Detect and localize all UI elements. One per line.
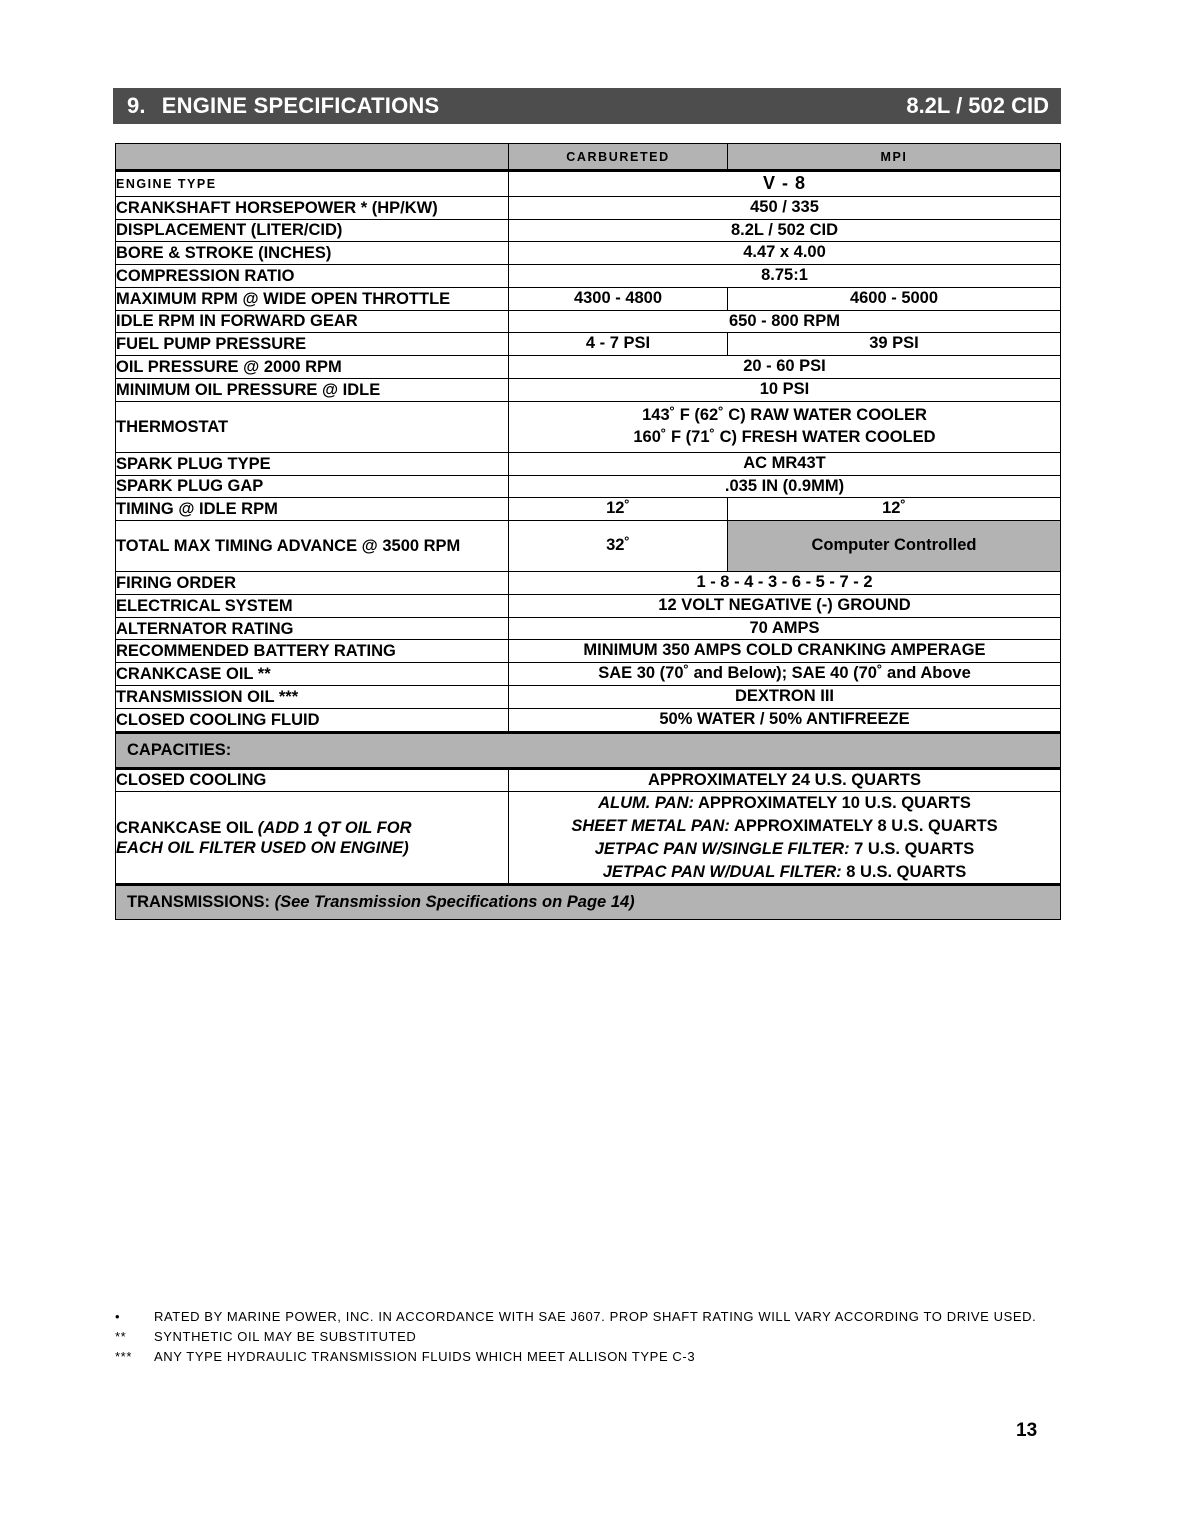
capacity-line-value: 8 U.S. QUARTS [841, 862, 967, 881]
spec-value: 1 - 8 - 4 - 3 - 6 - 5 - 7 - 2 [509, 572, 1061, 595]
capacity-line-label: SHEET METAL PAN: [571, 817, 730, 836]
spec-label: RECOMMENDED BATTERY RATING [116, 640, 509, 663]
footnote-text: SYNTHETIC OIL MAY BE SUBSTITUTED [154, 1328, 417, 1344]
spec-label: TOTAL MAX TIMING ADVANCE @ 3500 RPM [116, 521, 509, 572]
spec-label: TRANSMISSION OIL *** [116, 686, 509, 709]
spec-label: ENGINE TYPE [116, 171, 509, 197]
footnote-marker: • [115, 1309, 121, 1324]
footnote-item [112, 1307, 1072, 1327]
spec-label: MINIMUM OIL PRESSURE @ IDLE [116, 378, 509, 401]
column-header-carbureted: CARBURETED [509, 144, 728, 171]
spec-value-carbureted: 4 - 7 PSI [509, 333, 728, 356]
spec-value: 4.47 x 4.00 [509, 242, 1061, 265]
capacity-line [509, 815, 1060, 838]
spec-label: SPARK PLUG GAP [116, 475, 509, 498]
footnote-marker: *** [115, 1348, 132, 1364]
spec-label: TIMING @ IDLE RPM [116, 498, 509, 521]
spec-value-carbureted: 12˚ [509, 498, 728, 521]
footnote-item [112, 1347, 1072, 1367]
capacity-line-label: ALUM. PAN: [598, 794, 695, 813]
footnote-marker: ** [115, 1328, 127, 1344]
spec-label: OIL PRESSURE @ 2000 RPM [116, 356, 509, 379]
capacity-line-value: 7 U.S. QUARTS [849, 839, 975, 858]
table-row [116, 171, 1061, 197]
table-row-crankcase-capacity [116, 792, 1061, 885]
capacity-line-value: APPROXIMATELY 10 U.S. QUARTS [694, 794, 971, 813]
table-row [116, 401, 1061, 452]
table-row [116, 708, 1061, 732]
spec-value: MINIMUM 350 AMPS COLD CRANKING AMPERAGE [509, 640, 1061, 663]
spec-value [509, 792, 1061, 885]
capacity-line [509, 861, 1060, 884]
engine-specifications-table [115, 143, 1061, 920]
spec-value: SAE 30 (70˚ and Below); SAE 40 (70˚ and Above [509, 663, 1061, 686]
crankcase-label-italic-2: EACH OIL FILTER USED ON ENGINE) [116, 838, 409, 857]
table-row [116, 475, 1061, 498]
footnotes [112, 1307, 1072, 1366]
table-row [116, 640, 1061, 663]
thermostat-line-2: 160˚ F (71˚ C) FRESH WATER COOLED [633, 427, 936, 446]
capacity-line-value: APPROXIMATELY 8 U.S. QUARTS [729, 817, 998, 836]
spec-label: FUEL PUMP PRESSURE [116, 333, 509, 356]
spec-label: SPARK PLUG TYPE [116, 452, 509, 475]
spec-value-mpi: 4600 - 5000 [728, 287, 1061, 310]
section-number: 9. [127, 93, 146, 118]
table-row [116, 452, 1061, 475]
section-header-bar [113, 88, 1061, 124]
spec-label: IDLE RPM IN FORWARD GEAR [116, 310, 509, 333]
spec-label: CLOSED COOLING FLUID [116, 708, 509, 732]
spec-value: 650 - 800 RPM [509, 310, 1061, 333]
table-row [116, 356, 1061, 379]
spec-value: 450 / 335 [509, 196, 1061, 219]
section-header-left [127, 93, 439, 119]
spec-label: THERMOSTAT [116, 401, 509, 452]
spec-label: CRANKCASE OIL ** [116, 663, 509, 686]
spec-value: 50% WATER / 50% ANTIFREEZE [509, 708, 1061, 732]
table-row [116, 617, 1061, 640]
spec-value-carbureted: 4300 - 4800 [509, 287, 728, 310]
spec-label: CRANKSHAFT HORSEPOWER * (HP/KW) [116, 196, 509, 219]
spec-label: CLOSED COOLING [116, 768, 509, 792]
transmissions-banner-row [116, 885, 1061, 920]
column-header-mpi: MPI [728, 144, 1061, 171]
spec-value: 8.75:1 [509, 265, 1061, 288]
spec-value [509, 401, 1061, 452]
spec-label: FIRING ORDER [116, 572, 509, 595]
spec-value: 20 - 60 PSI [509, 356, 1061, 379]
spec-label [116, 792, 509, 885]
spec-value-mpi: 12˚ [728, 498, 1061, 521]
spec-label: ELECTRICAL SYSTEM [116, 594, 509, 617]
table-row [116, 196, 1061, 219]
spec-value: 70 AMPS [509, 617, 1061, 640]
spec-value-carbureted: 32˚ [509, 521, 728, 572]
spec-value: 10 PSI [509, 378, 1061, 401]
column-header-blank [116, 144, 509, 171]
table-row [116, 663, 1061, 686]
capacity-line [509, 792, 1060, 815]
table-row [116, 521, 1061, 572]
page-number: 13 [1016, 1420, 1038, 1441]
spec-label: ALTERNATOR RATING [116, 617, 509, 640]
capacity-line-label: JETPAC PAN W/SINGLE FILTER: [594, 839, 850, 858]
crankcase-label-italic-1: (ADD 1 QT OIL FOR [257, 818, 412, 837]
capacity-line-label: JETPAC PAN W/DUAL FILTER: [602, 862, 842, 881]
table-row [116, 265, 1061, 288]
spec-value: 12 VOLT NEGATIVE (-) GROUND [509, 594, 1061, 617]
capacities-banner-label: CAPACITIES: [116, 732, 1061, 768]
spec-label: BORE & STROKE (INCHES) [116, 242, 509, 265]
spec-label: COMPRESSION RATIO [116, 265, 509, 288]
spec-value: V - 8 [509, 171, 1061, 197]
table-row [116, 572, 1061, 595]
spec-value: 8.2L / 502 CID [509, 219, 1061, 242]
transmissions-banner [116, 885, 1061, 920]
spec-value: AC MR43T [509, 452, 1061, 475]
section-title: ENGINE SPECIFICATIONS [161, 93, 440, 118]
transmissions-label: TRANSMISSIONS: [127, 893, 275, 912]
footnote-text: ANY TYPE HYDRAULIC TRANSMISSION FLUIDS WHICH MEET ALLISON TYPE C-3 [154, 1348, 696, 1364]
spec-value-mpi: Computer Controlled [728, 521, 1061, 572]
table-row [116, 594, 1061, 617]
spec-value: .035 IN (0.9MM) [509, 475, 1061, 498]
spec-value: APPROXIMATELY 24 U.S. QUARTS [509, 768, 1061, 792]
table-row [116, 287, 1061, 310]
engine-designation: 8.2L / 502 CID [906, 93, 1049, 118]
table-row [116, 768, 1061, 792]
table-row [116, 310, 1061, 333]
footnote-item [112, 1327, 1072, 1347]
table-row [116, 378, 1061, 401]
spec-label: DISPLACEMENT (LITER/CID) [116, 219, 509, 242]
table-row [116, 686, 1061, 709]
footnote-text: RATED BY MARINE POWER, INC. IN ACCORDANCE WITH SAE J607. PROP SHAFT RATING WILL VARY ACCORDING TO DRIVE USED. [154, 1309, 1037, 1324]
crankcase-label-main: CRANKCASE OIL [116, 818, 258, 837]
table-column-header-row [116, 144, 1061, 171]
table-row [116, 242, 1061, 265]
capacity-line [509, 838, 1060, 861]
capacities-banner-row [116, 732, 1061, 768]
spec-value: DEXTRON III [509, 686, 1061, 709]
table-row [116, 498, 1061, 521]
table-row [116, 333, 1061, 356]
transmissions-reference: (See Transmission Specifications on Page 14) [274, 893, 635, 912]
thermostat-line-1: 143˚ F (62˚ C) RAW WATER COOLER [642, 405, 927, 424]
table-row [116, 219, 1061, 242]
spec-value-mpi: 39 PSI [728, 333, 1061, 356]
spec-label: MAXIMUM RPM @ WIDE OPEN THROTTLE [116, 287, 509, 310]
